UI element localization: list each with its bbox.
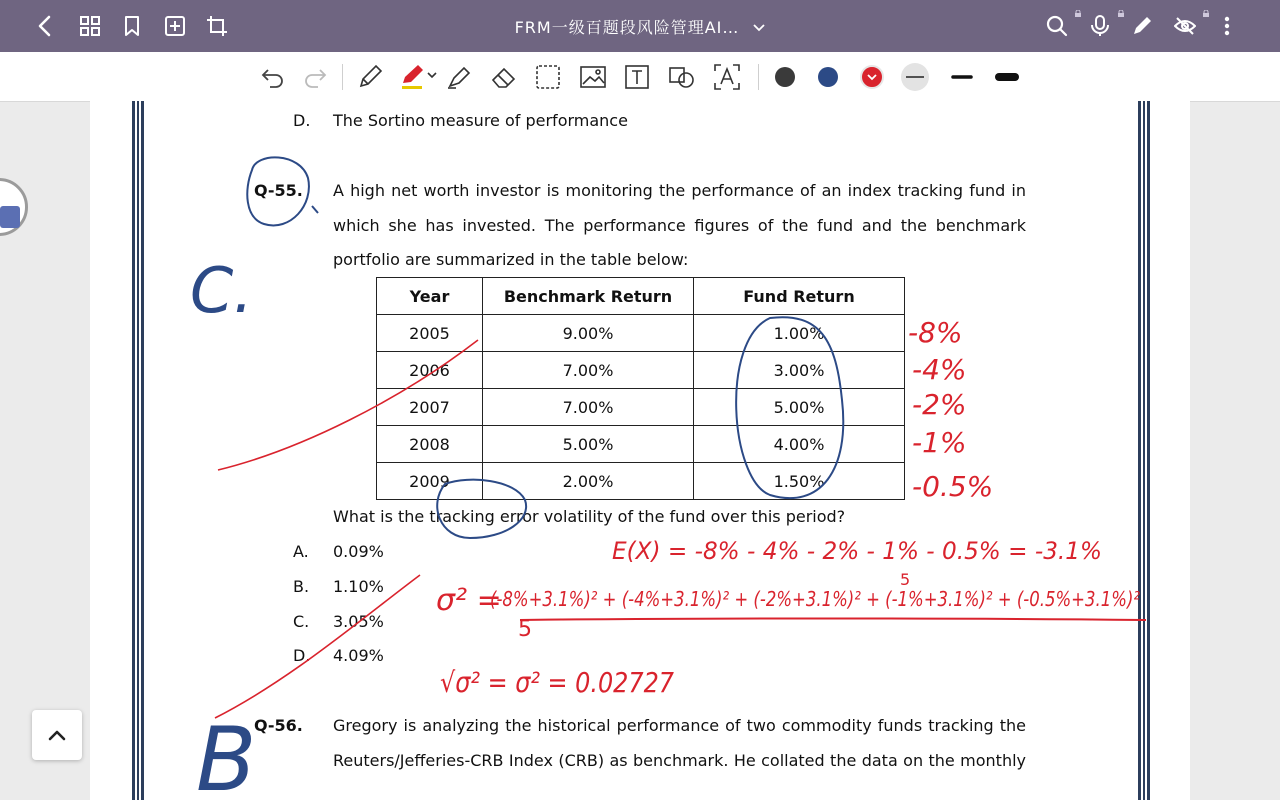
table-cell: 2005: [377, 315, 483, 352]
question-number: Q-55.: [254, 181, 303, 200]
option-letter: D.: [293, 646, 311, 665]
stroke-medium-option[interactable]: [947, 62, 977, 92]
question-text-line: A high net worth investor is monitoring the performance of an index tracking fund in: [333, 181, 1026, 200]
table-cell: 7.00%: [483, 352, 694, 389]
option-text: 3.05%: [333, 612, 384, 631]
ink-variance-denominator: 5: [518, 617, 532, 642]
table-cell: 4.00%: [694, 426, 905, 463]
question-text-line: which she has invested. The performance figures of the fund and the benchmark: [333, 216, 1026, 235]
table-cell: 2009: [377, 463, 483, 500]
ink-answer-q56: B: [196, 708, 257, 800]
lasso-icon[interactable]: [533, 62, 563, 92]
option-text: 0.09%: [333, 542, 384, 561]
toolbar-divider: [758, 64, 759, 90]
grid-icon[interactable]: [74, 10, 106, 42]
image-icon[interactable]: [578, 62, 608, 92]
document-page: [90, 101, 1190, 800]
page-border-right: [1138, 101, 1150, 800]
chevron-down-icon: [753, 17, 765, 36]
color-blue-swatch[interactable]: [813, 62, 843, 92]
bookmark-icon[interactable]: [116, 10, 148, 42]
more-icon[interactable]: [1211, 10, 1243, 42]
table-cell: 9.00%: [483, 315, 694, 352]
ocr-icon[interactable]: [712, 62, 742, 92]
table-row: [377, 352, 905, 389]
table-row: [377, 389, 905, 426]
back-icon[interactable]: [30, 10, 62, 42]
page-border-left: [132, 101, 144, 800]
color-black-swatch[interactable]: [770, 62, 800, 92]
returns-table: [376, 277, 905, 500]
question-text-line: Gregory is analyzing the historical performance of two commodity funds tracking the: [333, 716, 1026, 735]
eraser-icon[interactable]: [489, 62, 519, 92]
crop-icon[interactable]: [201, 10, 233, 42]
table-row: [377, 463, 905, 500]
table-cell: 2.00%: [483, 463, 694, 500]
ink-variance-numerator: (-8%+3.1%)² + (-4%+3.1%)² + (-2%+3.1%)² + (-1%+3.1%)² + (-0.5%+3.1%)²: [490, 587, 1140, 611]
search-icon[interactable]: [1041, 10, 1073, 42]
option-text: 4.09%: [333, 646, 384, 665]
color-red-swatch[interactable]: [857, 62, 887, 92]
table-cell: 2006: [377, 352, 483, 389]
stroke-thick-option[interactable]: [992, 62, 1022, 92]
eye-off-icon[interactable]: [1169, 10, 1201, 42]
table-cell: 1.00%: [694, 315, 905, 352]
table-row: [377, 315, 905, 352]
ink-diff-value: -4%: [912, 353, 967, 386]
lock-indicator-icon: [1118, 2, 1124, 9]
document-title-dropdown[interactable]: [460, 14, 820, 38]
table-cell: 2007: [377, 389, 483, 426]
question-text-line: portfolio are summarized in the table below:: [333, 250, 689, 269]
ink-variance-lhs: σ² =: [436, 583, 502, 618]
drawing-toolbar: [0, 52, 1280, 102]
shapes-icon[interactable]: [667, 62, 697, 92]
stroke-thin-option[interactable]: [900, 62, 930, 92]
scroll-up-button[interactable]: [32, 710, 82, 760]
marker-icon[interactable]: [444, 62, 474, 92]
question-prompt: What is the tracking error volatility of the fund over this period?: [333, 507, 846, 526]
ink-diff-value: -0.5%: [912, 470, 994, 503]
table-row: [377, 426, 905, 463]
ink-mean-denominator: 5: [900, 570, 911, 589]
ink-diff-value: -8%: [908, 316, 963, 349]
lock-indicator-icon: [1075, 2, 1081, 9]
option-letter: B.: [293, 577, 310, 596]
redo-icon[interactable]: [300, 62, 330, 92]
lock-indicator-icon: [1203, 2, 1209, 9]
table-cell: 3.00%: [694, 352, 905, 389]
pen-tool-icon[interactable]: [355, 62, 385, 92]
question-text-line: Reuters/Jefferies-CRB Index (CRB) as benchmark. He collated the data on the monthly: [333, 751, 1026, 770]
pen-icon[interactable]: [1126, 10, 1158, 42]
column-header: Benchmark Return: [483, 278, 694, 315]
mic-icon[interactable]: [1084, 10, 1116, 42]
question-number: Q-56.: [254, 716, 303, 735]
table-cell: 7.00%: [483, 389, 694, 426]
table-cell: 5.00%: [483, 426, 694, 463]
table-header-row: [377, 278, 905, 315]
ink-mean-equation: E(X) = -8% - 4% - 2% - 1% - 0.5% = -3.1%: [612, 537, 1102, 565]
option-letter: D.: [293, 111, 311, 130]
ink-diff-value: -2%: [912, 388, 967, 421]
ink-answer-q55: C.: [190, 254, 253, 327]
undo-icon[interactable]: [258, 62, 288, 92]
ink-diff-value: -1%: [912, 426, 967, 459]
option-text: The Sortino measure of performance: [333, 111, 628, 130]
option-letter: A.: [293, 542, 309, 561]
option-letter: C.: [293, 612, 310, 631]
table-cell: 5.00%: [694, 389, 905, 426]
app-header: [0, 0, 1280, 52]
table-cell: 2008: [377, 426, 483, 463]
chevron-up-icon: [47, 728, 67, 742]
text-box-icon[interactable]: [622, 62, 652, 92]
document-title: FRM一级百题段风险管理AI…: [514, 17, 740, 37]
ink-stddev-equation: √σ² = σ² = 0.02727: [440, 666, 675, 699]
toolbar-divider: [342, 64, 343, 90]
add-page-icon[interactable]: [159, 10, 191, 42]
column-header: Fund Return: [694, 278, 905, 315]
list-icon[interactable]: [0, 206, 20, 228]
option-text: 1.10%: [333, 577, 384, 596]
column-header: Year: [377, 278, 483, 315]
highlighter-icon[interactable]: [398, 62, 440, 92]
table-cell: 1.50%: [694, 463, 905, 500]
